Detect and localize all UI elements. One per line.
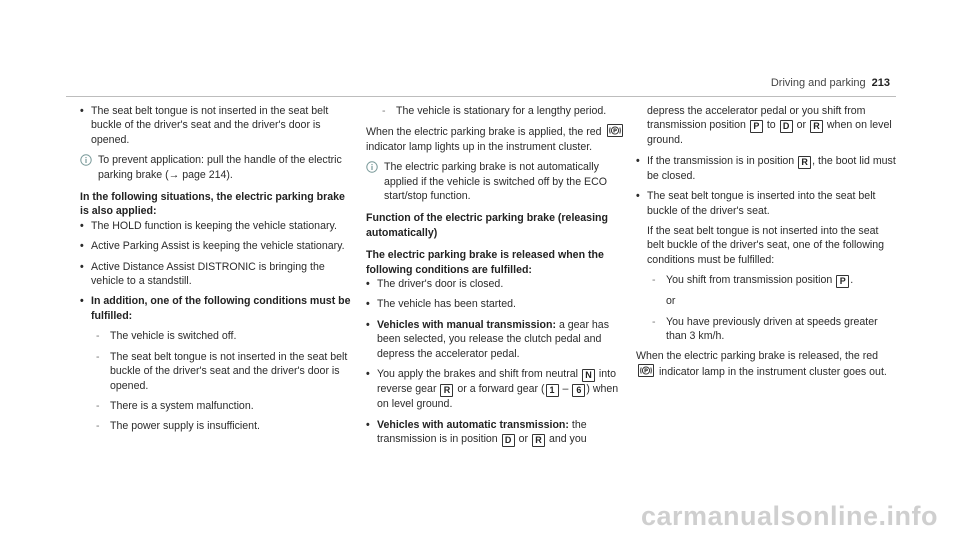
dash-marker: -	[96, 399, 100, 412]
paragraph	[636, 104, 896, 148]
section-heading: In the following situations, the electric parking brake is also applied:	[80, 191, 345, 218]
gear-r-key-icon: R	[440, 384, 453, 397]
text: –	[562, 383, 569, 396]
svg-text:P: P	[612, 129, 617, 136]
text: When the electric parking brake is applied, the red	[366, 126, 602, 139]
column-3	[636, 104, 896, 379]
text: indicator lamp lights up in the instrument cluster.	[366, 140, 593, 153]
dash-text: The vehicle is switched off.	[110, 330, 237, 343]
parking-brake-lamp-icon	[638, 364, 654, 377]
text: , the boot lid must be closed.	[647, 154, 896, 182]
watermark: carmanualsonline.info	[640, 500, 938, 531]
dash-item	[80, 419, 356, 433]
bullet-item: • Active Parking Assist is keeping the vehicle stationary.	[80, 239, 356, 253]
bullet-item	[366, 318, 626, 361]
bullet-item: • The HOLD function is keeping the vehicle stationary.	[80, 219, 356, 233]
dash-item	[80, 329, 356, 343]
dash-item	[80, 350, 356, 393]
dash-item	[636, 315, 896, 344]
dash-text: The power supply is insufficient.	[110, 420, 260, 433]
column-1	[80, 104, 356, 434]
note	[366, 160, 626, 203]
bullet-item: • The seat belt tongue is inserted into the seat belt buckle of the driver's seat.	[636, 189, 896, 218]
bullet-item	[366, 418, 626, 447]
note-text: To prevent application: pull the handle of the electric parking brake (→ page 214).	[98, 154, 342, 181]
bullet-item: • The vehicle has been started.	[366, 297, 626, 311]
dash-text: There is a system malfunction.	[110, 399, 254, 412]
info-icon	[80, 154, 92, 166]
bullet-item: • In addition, one of the following conditions must be fulfilled:	[80, 294, 356, 323]
dash-item: - You shift from transmission position P .	[652, 274, 854, 287]
dash-marker: -	[652, 274, 656, 287]
dash-marker: -	[652, 315, 656, 328]
gear-r-key-icon: R	[532, 434, 545, 447]
dash-marker: -	[382, 105, 386, 117]
bullet-item	[366, 367, 626, 411]
dash-text: The vehicle is stationary for a lengthy period.	[396, 105, 607, 117]
gear-p-key-icon: P	[750, 120, 763, 133]
bold-lead: Vehicles with automatic transmission:	[377, 418, 569, 431]
gear-n-key-icon: N	[582, 369, 595, 382]
paragraph	[636, 349, 896, 379]
text: depress the accelerator pedal or you shift from transmission position	[647, 105, 866, 132]
text: a gear has been selected, you release the clutch pedal and depress the accelerator pedal.	[377, 318, 609, 360]
gear-r-key-icon: R	[810, 120, 823, 133]
dash-text: The seat belt tongue is not inserted in the seat belt buckle of the driver's seat and the driver's door is opened.	[110, 350, 348, 392]
gear-p-key-icon: P	[836, 275, 849, 288]
paragraph: If the seat belt tongue is not inserted into the seat belt buckle of the driver's seat, one of the following conditions must be fulfilled:	[647, 225, 884, 266]
gear-r-key-icon: R	[798, 156, 811, 169]
text: when on level ground.	[647, 119, 892, 147]
note-text: The electric parking brake is not automatically applied if the vehicle is switched off by the ECO start/stop function.	[384, 161, 607, 203]
gear-6-key-icon: 6	[572, 384, 585, 397]
bold-lead: Vehicles with manual transmission:	[377, 318, 556, 331]
parking-brake-lamp-icon	[607, 124, 623, 137]
text: indicator lamp in the instrument cluster goes out.	[658, 365, 887, 378]
bullet-item: • Active Distance Assist DISTRONIC is bringing the vehicle to a standstill.	[80, 260, 356, 289]
section-heading: Function of the electric parking brake (releasing automatically)	[366, 212, 608, 239]
bullet-item: • The seat belt tongue is not inserted in the seat belt buckle of the driver's seat and the driver's door is opened.	[80, 104, 356, 147]
section-title: Driving and parking	[770, 77, 866, 89]
gear-1-key-icon: 1	[546, 384, 559, 397]
note	[80, 153, 356, 182]
text: to	[766, 119, 776, 132]
text: and you	[548, 432, 587, 445]
gear-d-key-icon: D	[502, 434, 515, 447]
running-header	[771, 76, 890, 90]
text: the transmission is in position	[377, 418, 587, 445]
text: ) when on level ground.	[377, 383, 619, 411]
bullet-item: • The driver's door is closed.	[366, 277, 626, 291]
text: or	[796, 119, 806, 132]
section-heading: The electric parking brake is released when the following conditions are fulfilled:	[366, 249, 604, 276]
gear-d-key-icon: D	[780, 120, 793, 133]
text: When the electric parking brake is released, the red	[636, 350, 879, 363]
text: or a forward gear (	[457, 383, 545, 396]
page-number: 213	[871, 77, 890, 89]
dash-item	[80, 399, 356, 413]
paragraph	[366, 124, 626, 154]
bullet-item	[636, 154, 896, 183]
text: If the transmission is in position	[647, 154, 795, 167]
column-2	[366, 104, 626, 447]
dash-marker: -	[96, 350, 100, 363]
dash-marker: -	[96, 420, 100, 433]
svg-text:P: P	[643, 368, 649, 375]
dash-text: You have previously driven at speeds greater than 3 km/h.	[666, 315, 878, 343]
dash-item	[366, 104, 626, 118]
or-text: or	[666, 295, 676, 308]
dash-text: You shift from transmission position	[666, 274, 833, 287]
text: or	[518, 432, 529, 445]
dash-marker: -	[96, 330, 100, 343]
text: You apply the brakes and shift from neutral	[377, 368, 579, 381]
header-rule	[66, 96, 896, 97]
info-icon	[366, 161, 378, 173]
text: into reverse gear	[377, 368, 617, 396]
